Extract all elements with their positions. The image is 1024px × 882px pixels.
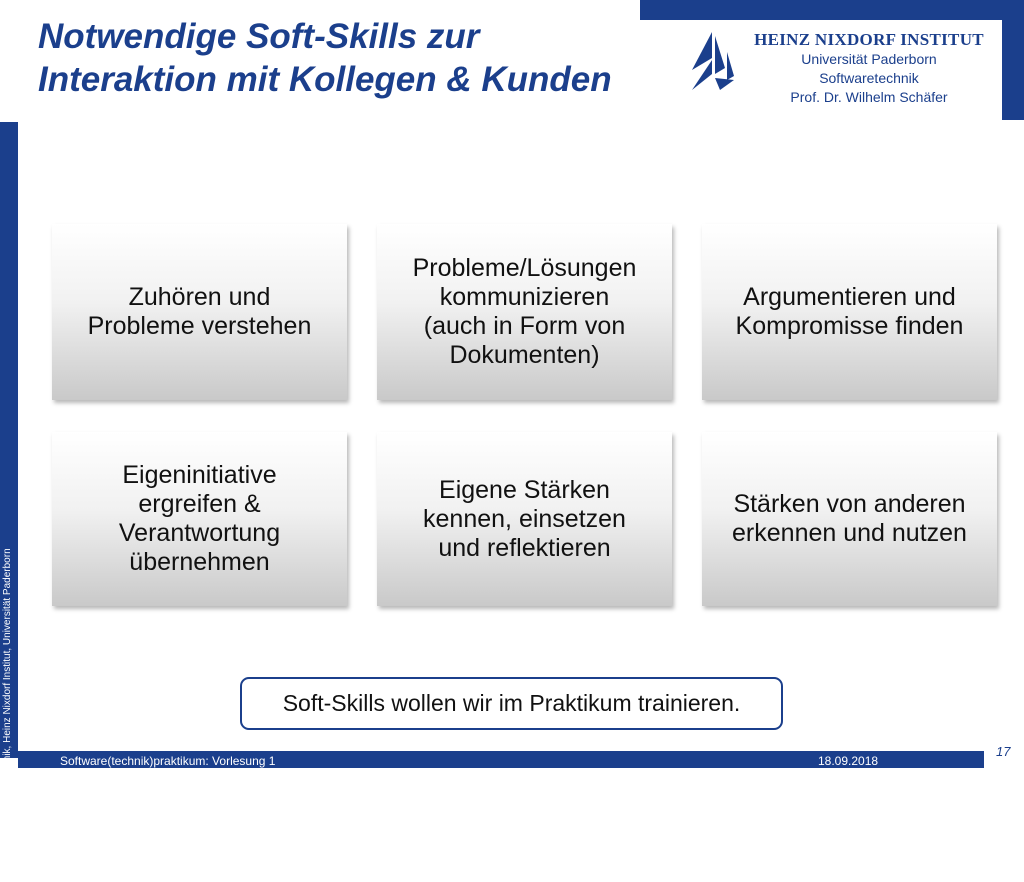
- slide-title-line-2: Interaktion mit Kollegen & Kunden: [38, 59, 612, 99]
- skill-text-line: Eigeninitiative: [122, 461, 277, 489]
- skill-text-line: kennen, einsetzen: [423, 504, 626, 533]
- logo-text-block: [740, 30, 998, 107]
- skill-box-others-strengths: [702, 432, 997, 606]
- institute-logo: [688, 24, 1000, 120]
- skill-text-line: Stärken von anderen: [733, 490, 966, 518]
- callout-box: Soft-Skills wollen wir im Praktikum trainieren.: [240, 677, 783, 730]
- skill-text-line: und reflektieren: [438, 533, 611, 562]
- top-blue-band: [640, 0, 1024, 20]
- professor-name: Prof. Dr. Wilhelm Schäfer: [790, 89, 948, 105]
- skill-text-line: Probleme/Lösungen: [412, 254, 637, 282]
- page-number: 17: [996, 744, 1011, 759]
- slide-title-line-1: Notwendige Soft-Skills zur: [38, 17, 480, 56]
- copyright-text: © Fachgebiet Softwaretechnik, Heinz Nixdorf Institut, Universität Paderborn: [2, 548, 13, 882]
- skill-text-line: Probleme verstehen: [87, 312, 312, 340]
- skill-box-own-strengths: [377, 432, 672, 606]
- skill-box-arguing: [702, 224, 997, 400]
- skill-text-line: kommunizieren: [439, 283, 610, 311]
- footer-course-name: Software(technik)praktikum: Vorlesung 1: [60, 754, 276, 768]
- right-blue-strip: [1002, 20, 1024, 120]
- skill-text-line: Kompromisse finden: [735, 312, 964, 340]
- department-name: Softwaretechnik: [819, 70, 919, 86]
- institute-name: HEINZ NIXDORF INSTITUT: [754, 30, 984, 49]
- skill-box-listening: [52, 224, 347, 400]
- skill-text-line: erkennen und nutzen: [732, 519, 967, 547]
- slide-title: [38, 16, 612, 101]
- skill-box-communicating: [377, 224, 672, 400]
- skill-text-line: ergreifen &: [138, 490, 261, 518]
- skill-text-line: Zuhören und: [128, 283, 271, 311]
- skill-text-line: Argumentieren und: [743, 283, 956, 311]
- university-name: Universität Paderborn: [801, 51, 937, 67]
- skill-text-line: Eigene Stärken: [439, 475, 610, 504]
- skill-text-line: Dokumenten): [449, 341, 600, 369]
- skill-box-initiative: [52, 432, 347, 606]
- skill-text-line: übernehmen: [129, 548, 270, 576]
- left-blue-bar: [0, 122, 18, 882]
- hni-logo-icon: [690, 30, 736, 92]
- skill-text-line: (auch in Form von: [423, 312, 626, 340]
- skill-text-line: Verantwortung: [118, 519, 281, 547]
- footer-date: 18.09.2018: [818, 754, 879, 768]
